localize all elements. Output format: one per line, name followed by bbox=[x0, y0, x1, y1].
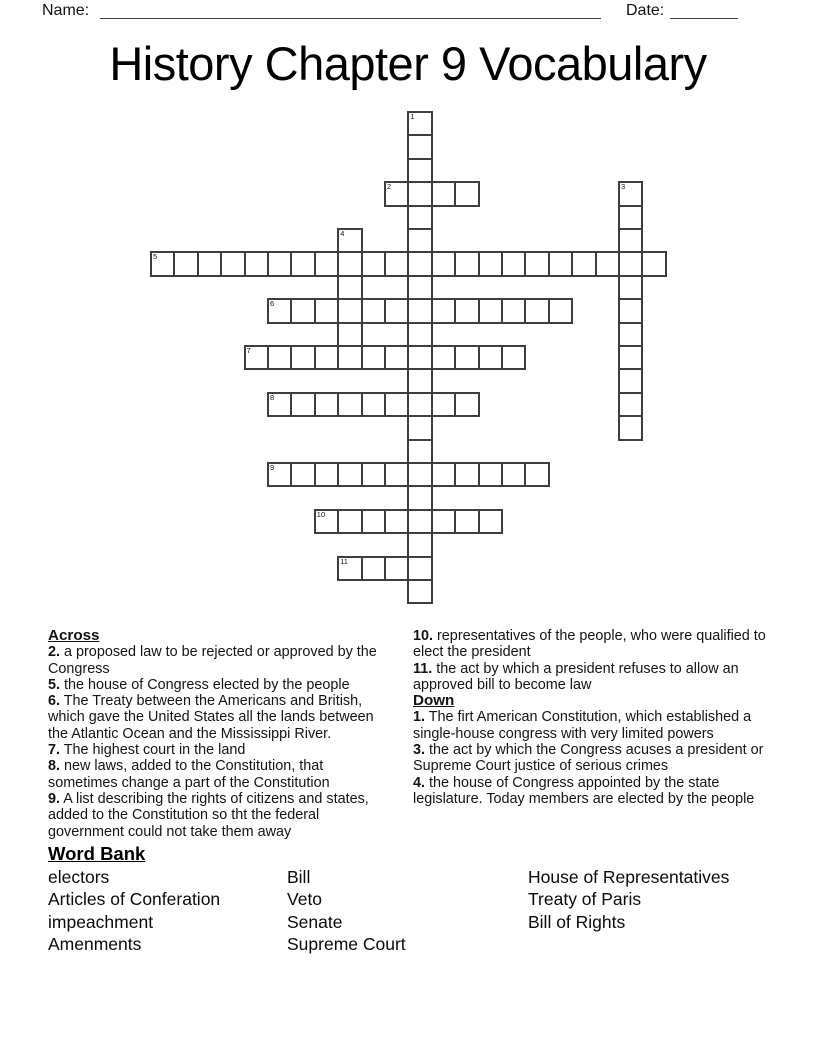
clue-number: 10. bbox=[413, 628, 434, 644]
grid-cell[interactable] bbox=[618, 415, 643, 440]
clues-right-column bbox=[413, 628, 781, 807]
name-blank-line[interactable] bbox=[100, 18, 601, 19]
grid-cell[interactable] bbox=[548, 251, 573, 276]
grid-cell[interactable] bbox=[384, 298, 409, 323]
grid-cell[interactable] bbox=[548, 298, 573, 323]
grid-cell[interactable] bbox=[384, 345, 409, 370]
grid-cell[interactable] bbox=[197, 251, 222, 276]
grid-cell[interactable] bbox=[407, 392, 432, 417]
grid-cell[interactable] bbox=[384, 509, 409, 534]
cell-number: 1 bbox=[410, 112, 415, 121]
grid-cell[interactable] bbox=[314, 251, 339, 276]
grid-cell[interactable] bbox=[501, 345, 526, 370]
clues-left-column bbox=[48, 628, 388, 840]
grid-cell[interactable] bbox=[150, 251, 175, 276]
grid-cell[interactable] bbox=[290, 392, 315, 417]
word-bank-item: electors bbox=[48, 867, 110, 887]
grid-cell[interactable] bbox=[267, 345, 292, 370]
grid-cell[interactable] bbox=[407, 509, 432, 534]
grid-cell[interactable] bbox=[571, 251, 596, 276]
grid-cell[interactable] bbox=[454, 298, 479, 323]
grid-cell[interactable] bbox=[454, 509, 479, 534]
grid-cell[interactable] bbox=[618, 298, 643, 323]
grid-cell[interactable] bbox=[478, 298, 503, 323]
word-bank-item: Bill bbox=[287, 867, 311, 887]
across-clues-left bbox=[48, 644, 388, 840]
grid-cell[interactable] bbox=[337, 462, 362, 487]
clue-number: 11. bbox=[413, 660, 433, 677]
cell-number: 7 bbox=[246, 346, 251, 355]
word-bank-item: Treaty of Paris bbox=[528, 889, 642, 910]
grid-cell[interactable] bbox=[618, 205, 643, 230]
grid-cell[interactable] bbox=[361, 392, 386, 417]
grid-cell[interactable] bbox=[361, 462, 386, 487]
grid-cell[interactable] bbox=[478, 462, 503, 487]
cell-number: 4 bbox=[340, 229, 345, 238]
grid-cell[interactable] bbox=[384, 392, 409, 417]
grid-cell[interactable] bbox=[431, 181, 456, 206]
grid-cell[interactable] bbox=[337, 228, 362, 253]
grid-cell[interactable] bbox=[337, 345, 362, 370]
grid-cell[interactable] bbox=[407, 532, 432, 557]
grid-cell[interactable] bbox=[337, 392, 362, 417]
grid-cell[interactable] bbox=[478, 251, 503, 276]
word-bank-item: impeachment bbox=[48, 911, 154, 932]
page-title: History Chapter 9 Vocabulary bbox=[109, 37, 707, 90]
grid-cell[interactable] bbox=[524, 462, 549, 487]
grid-cell[interactable] bbox=[244, 251, 269, 276]
grid-cell[interactable] bbox=[431, 298, 456, 323]
grid-cell[interactable] bbox=[384, 462, 409, 487]
grid-cell[interactable] bbox=[618, 275, 643, 300]
grid-cell[interactable] bbox=[454, 345, 479, 370]
grid-cell[interactable] bbox=[337, 298, 362, 323]
grid-cell[interactable] bbox=[501, 462, 526, 487]
clue-down-3: 3. the act by which the Congress acuses a president or Supreme Court justice of serious crimes bbox=[413, 742, 764, 775]
grid-cell[interactable] bbox=[407, 579, 432, 604]
word-bank-column bbox=[528, 866, 729, 933]
grid-cell[interactable] bbox=[220, 251, 245, 276]
grid-cell[interactable] bbox=[407, 228, 432, 253]
word-bank-item: Supreme Court bbox=[287, 934, 406, 955]
word-bank-item: Bill of Rights bbox=[528, 911, 626, 932]
clue-across-10: 10. representatives of the people, who were qualified to elect the president bbox=[413, 628, 766, 661]
grid-cell[interactable] bbox=[618, 322, 643, 347]
grid-cell[interactable] bbox=[478, 509, 503, 534]
clue-across-5: 5. the house of Congress elected by the people bbox=[48, 676, 350, 693]
name-label: Name: bbox=[42, 2, 90, 19]
grid-cell[interactable] bbox=[407, 485, 432, 510]
clue-across-6: 6. The Treaty between the Americans and British, which gave the United States all the lands between the Atlantic Ocean and the Mississippi River. bbox=[48, 693, 374, 742]
grid-cell[interactable] bbox=[337, 275, 362, 300]
grid-cell[interactable] bbox=[361, 251, 386, 276]
clue-across-11: 11. the act by which a president refuses to allow an approved bill to become law bbox=[413, 660, 739, 693]
word-bank-item: Amenments bbox=[48, 934, 142, 955]
clue-down-4: 4. the house of Congress appointed by the state legislature. Today members are elected by the people bbox=[413, 774, 755, 807]
grid-cell[interactable] bbox=[618, 228, 643, 253]
grid-cell[interactable] bbox=[244, 345, 269, 370]
grid-cell[interactable] bbox=[407, 275, 432, 300]
grid-cell[interactable] bbox=[407, 298, 432, 323]
cell-number: 3 bbox=[621, 182, 626, 192]
grid-cell[interactable] bbox=[314, 462, 339, 487]
cell-number: 11 bbox=[340, 556, 348, 566]
grid-cell[interactable] bbox=[337, 322, 362, 347]
grid-cell[interactable] bbox=[618, 345, 643, 370]
clue-across-9: 9. A list describing the rights of citizens and states, added to the Constitution so tht the federal government could not take them away bbox=[48, 790, 369, 840]
clue-across-2: 2. a proposed law to be rejected or approved by the Congress bbox=[48, 644, 377, 677]
cell-number: 8 bbox=[270, 392, 275, 402]
grid-cell[interactable] bbox=[431, 392, 456, 417]
grid-cell[interactable] bbox=[407, 345, 432, 370]
clue-number: 5. bbox=[48, 676, 61, 693]
grid-cell[interactable] bbox=[431, 462, 456, 487]
word-bank-column bbox=[287, 866, 406, 956]
grid-cell[interactable] bbox=[384, 556, 409, 581]
grid-cell[interactable] bbox=[431, 509, 456, 534]
grid-cell[interactable] bbox=[267, 298, 292, 323]
grid-cell[interactable] bbox=[337, 509, 362, 534]
grid-cell[interactable] bbox=[407, 111, 432, 136]
grid-cell[interactable] bbox=[454, 181, 479, 206]
grid-cell[interactable] bbox=[407, 322, 432, 347]
grid-cell[interactable] bbox=[407, 205, 432, 230]
word-bank-item: Articles of Conferation bbox=[48, 889, 221, 910]
grid-cell[interactable] bbox=[267, 462, 292, 487]
grid-cell[interactable] bbox=[314, 298, 339, 323]
clue-number: 3. bbox=[413, 742, 426, 759]
grid-cell[interactable] bbox=[290, 298, 315, 323]
grid-cell[interactable] bbox=[595, 251, 620, 276]
cell-number: 2 bbox=[387, 182, 392, 192]
grid-cell[interactable] bbox=[454, 462, 479, 487]
grid-cell[interactable] bbox=[267, 392, 292, 417]
grid-cell[interactable] bbox=[407, 181, 432, 206]
clue-across-8: 8. new laws, added to the Constitution, that sometimes change a part of the Constitution bbox=[48, 758, 330, 791]
grid-cell[interactable] bbox=[431, 345, 456, 370]
grid-cell[interactable] bbox=[407, 251, 432, 276]
grid-cell[interactable] bbox=[454, 251, 479, 276]
word-bank-column bbox=[48, 866, 220, 956]
date-label: Date: bbox=[626, 2, 665, 19]
word-bank-item: Veto bbox=[287, 889, 323, 910]
cell-number: 9 bbox=[270, 463, 275, 472]
date-blank-line[interactable] bbox=[670, 18, 738, 19]
grid-cell[interactable] bbox=[618, 251, 643, 276]
grid-cell[interactable] bbox=[407, 462, 432, 487]
grid-cell[interactable] bbox=[384, 251, 409, 276]
grid-cell[interactable] bbox=[407, 556, 432, 581]
grid-cell[interactable] bbox=[618, 368, 643, 393]
grid-cell[interactable] bbox=[290, 462, 315, 487]
clue-number: 4. bbox=[413, 774, 426, 791]
grid-cell[interactable] bbox=[290, 345, 315, 370]
across-header: Across bbox=[48, 627, 100, 644]
grid-cell[interactable] bbox=[407, 368, 432, 393]
grid-cell[interactable] bbox=[314, 392, 339, 417]
grid-cell[interactable] bbox=[524, 298, 549, 323]
clue-number: 9. bbox=[48, 790, 61, 807]
word-bank-item: Senate bbox=[287, 911, 343, 932]
grid-cell[interactable] bbox=[290, 251, 315, 276]
grid-cell[interactable] bbox=[314, 509, 339, 534]
grid-cell[interactable] bbox=[431, 251, 456, 276]
grid-cell[interactable] bbox=[361, 345, 386, 370]
grid-cell[interactable] bbox=[361, 509, 386, 534]
across-clues-right bbox=[413, 628, 781, 693]
clue-number: 8. bbox=[48, 758, 61, 775]
grid-cell[interactable] bbox=[384, 181, 409, 206]
cell-number: 5 bbox=[153, 252, 158, 262]
grid-cell[interactable] bbox=[478, 345, 503, 370]
grid-cell[interactable] bbox=[618, 392, 643, 417]
clue-number: 7. bbox=[48, 742, 61, 759]
grid-cell[interactable] bbox=[337, 251, 362, 276]
grid-cell[interactable] bbox=[501, 251, 526, 276]
grid-cell[interactable] bbox=[361, 298, 386, 323]
clue-down-1: 1. The firt American Constitution, which established a single-house congress with very limited powers bbox=[413, 709, 752, 742]
grid-cell[interactable] bbox=[641, 251, 666, 276]
cell-number: 10 bbox=[316, 509, 326, 519]
grid-cell[interactable] bbox=[524, 251, 549, 276]
grid-cell[interactable] bbox=[454, 392, 479, 417]
grid-cell[interactable] bbox=[501, 298, 526, 323]
down-clues bbox=[413, 709, 781, 807]
grid-cell[interactable] bbox=[173, 251, 198, 276]
clue-across-7: 7. The highest court in the land bbox=[48, 742, 246, 759]
grid-cell[interactable] bbox=[407, 439, 432, 464]
clue-number: 2. bbox=[48, 644, 61, 661]
clue-number: 1. bbox=[413, 709, 426, 726]
grid-cell[interactable] bbox=[267, 251, 292, 276]
grid-cell[interactable] bbox=[618, 181, 643, 206]
grid-cell[interactable] bbox=[407, 415, 432, 440]
down-header: Down bbox=[413, 692, 455, 710]
clue-number: 6. bbox=[48, 693, 61, 710]
cell-number: 6 bbox=[270, 299, 275, 309]
grid-cell[interactable] bbox=[337, 556, 362, 581]
grid-cell[interactable] bbox=[407, 158, 432, 183]
word-bank-header: Word Bank bbox=[48, 843, 146, 864]
grid-cell[interactable] bbox=[407, 134, 432, 159]
grid-cell[interactable] bbox=[314, 345, 339, 370]
grid-cell[interactable] bbox=[361, 556, 386, 581]
word-bank-item: House of Representatives bbox=[528, 867, 730, 887]
